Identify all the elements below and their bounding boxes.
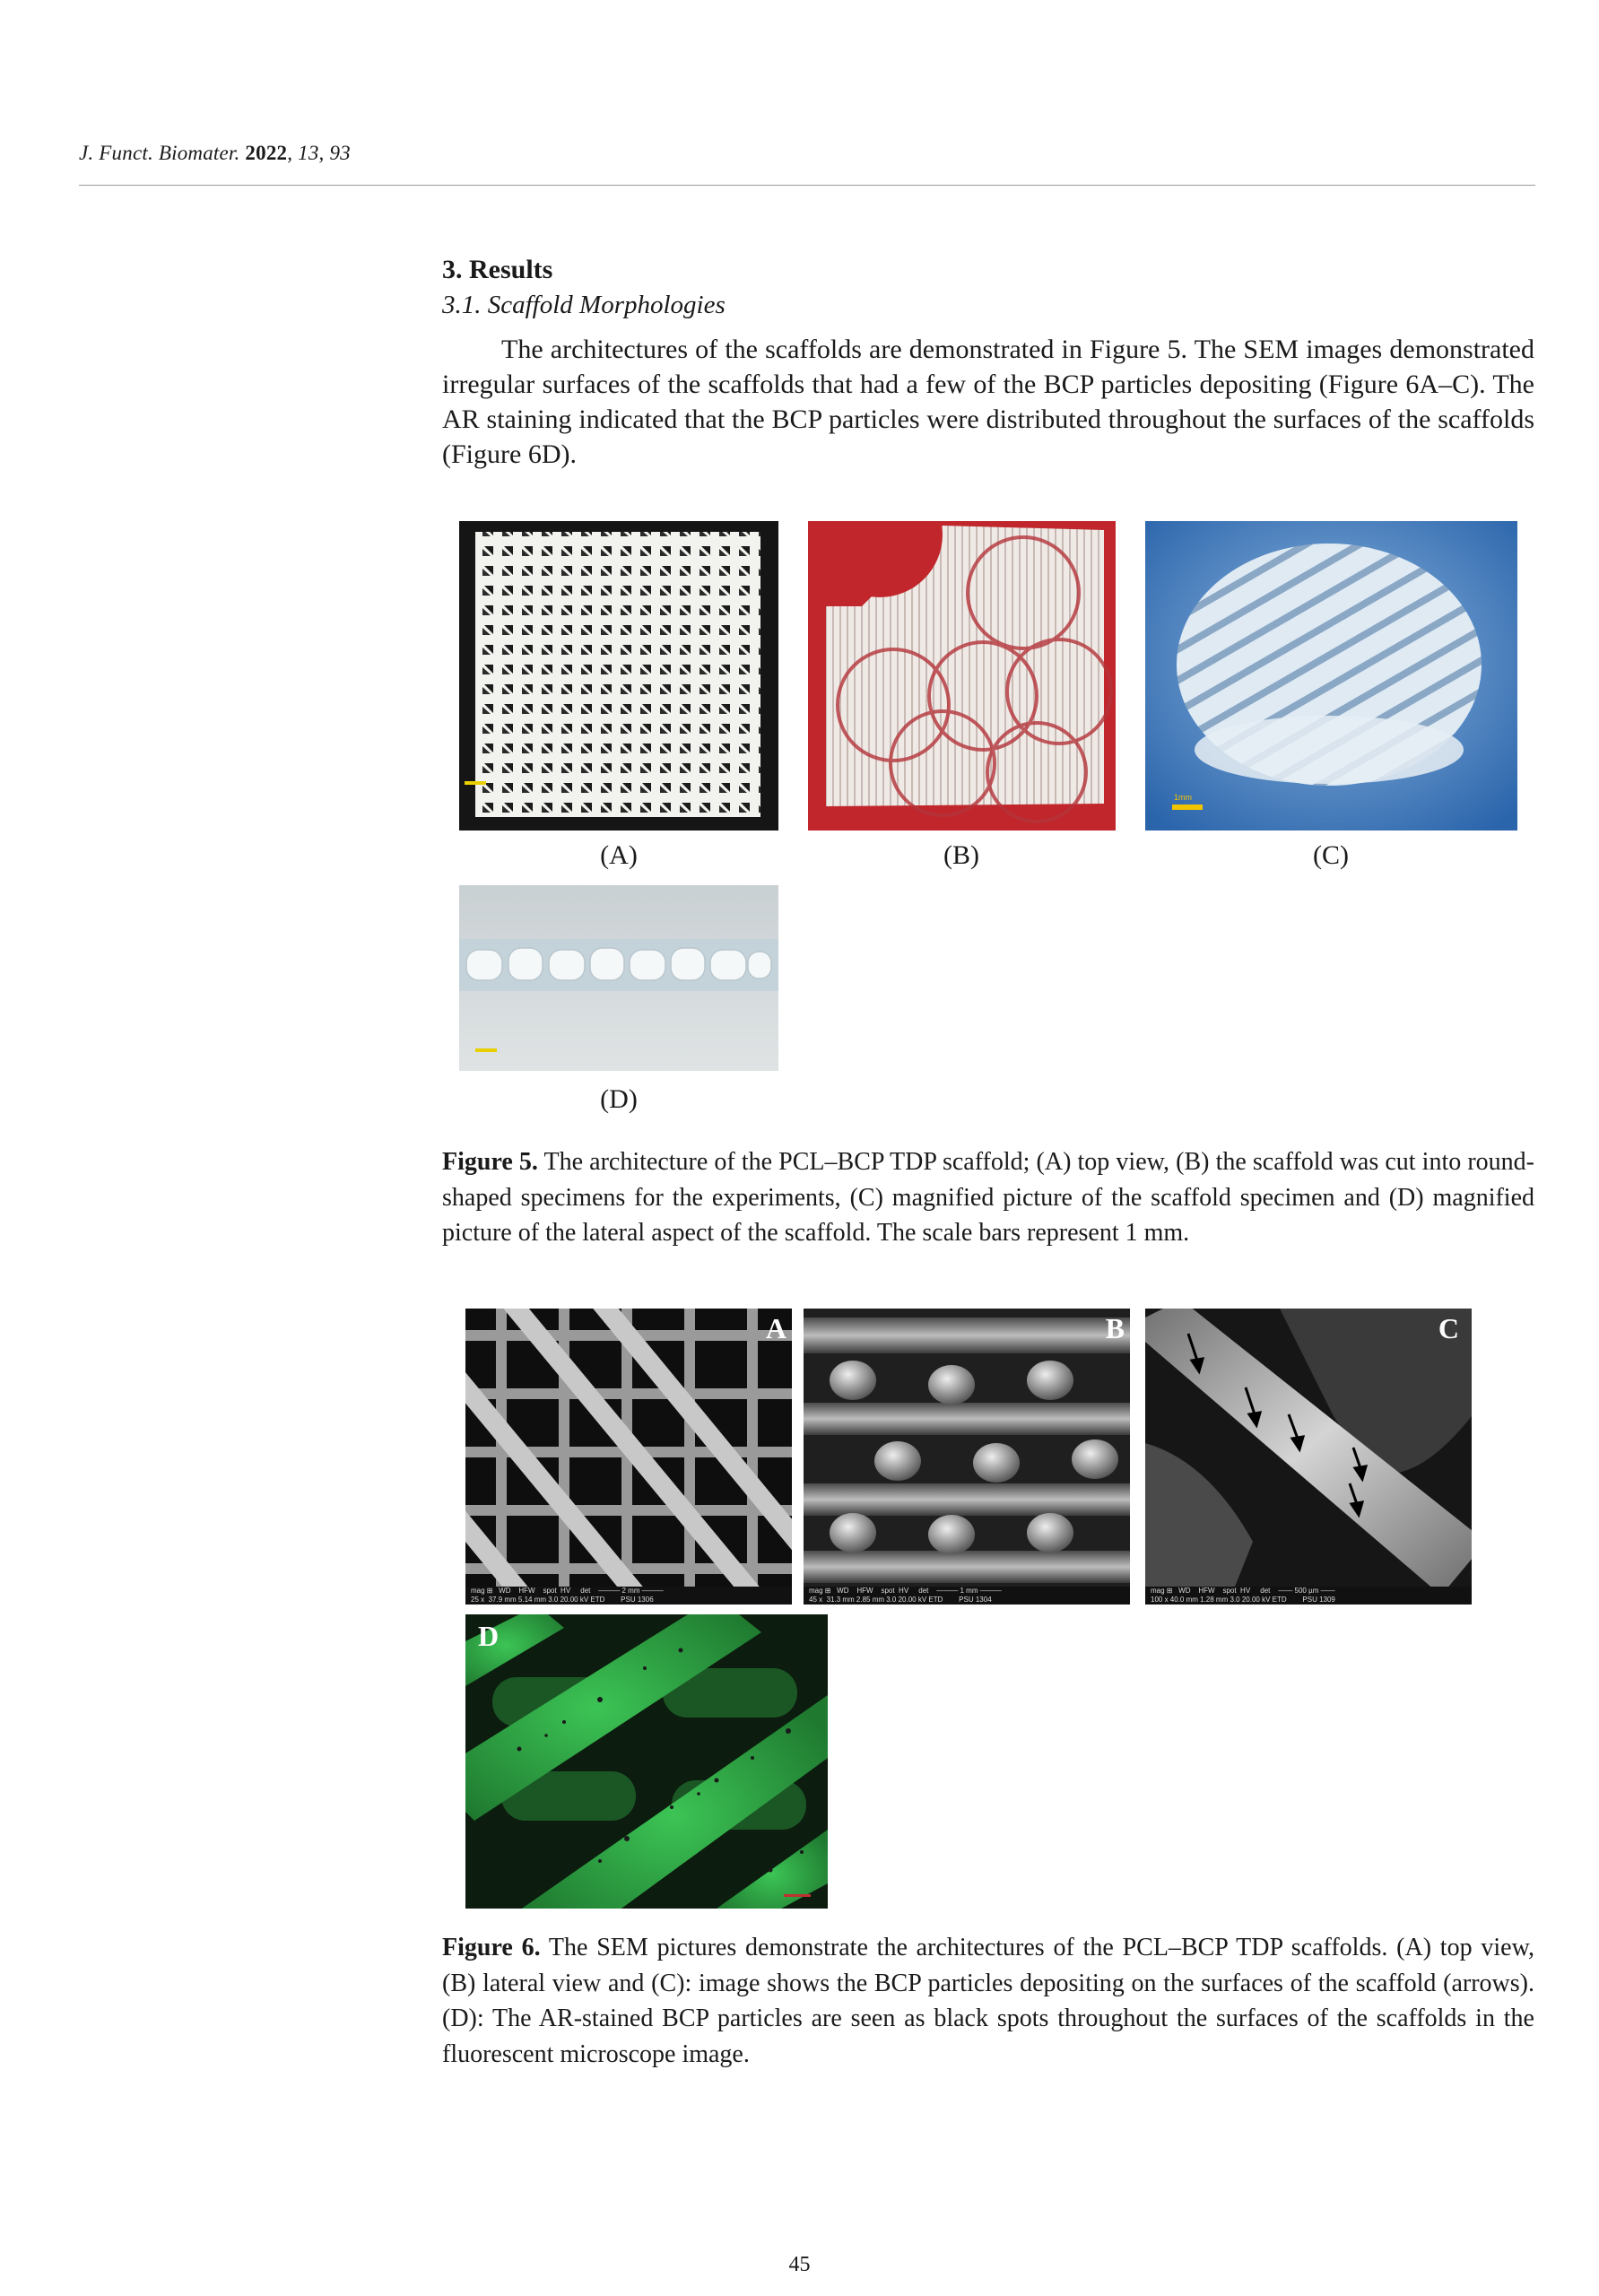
fig5-label-d: (D) [600, 1084, 638, 1114]
fig5-label-c: (C) [1313, 840, 1349, 870]
section-heading: 3. Results [442, 255, 553, 284]
fig5-panel-c-image [1145, 521, 1517, 831]
header-rule [79, 185, 1535, 186]
figure6-caption-label: Figure 6. [442, 1934, 541, 1961]
fig6-panel-c-graphic [1145, 1309, 1472, 1587]
page-number: 45 [788, 2253, 811, 2276]
figure6-caption [442, 1930, 1534, 2072]
fig5-label-a: (A) [600, 840, 638, 870]
fig6-label-d: D [478, 1620, 500, 1652]
fig5-panel-d-graphic [459, 885, 778, 1071]
fig6-panel-a-image [465, 1309, 792, 1605]
subsection-heading: 3.1. Scaffold Morphologies [442, 291, 726, 319]
fig5-panel-b-image [808, 521, 1116, 831]
fig6-panel-c-databar: mag ⊞ WD HFW spot HV det —— 500 µm —— 100 x 40.0 mm 1.28 mm 3.0 20.00 kV ETD PSU 1309 [1145, 1587, 1472, 1605]
journal-volume: 13 [298, 142, 319, 164]
running-header: J. Funct. Biomater. 2022, 13, 93 [79, 142, 351, 164]
fig5-panel-b-graphic [808, 521, 1116, 831]
article-number: 93 [329, 142, 351, 164]
fig6-label-a: A [765, 1312, 786, 1344]
fig6-panel-d-graphic [465, 1614, 828, 1909]
fig5-panel-d-image [459, 885, 778, 1071]
figure5-caption-text: The architecture of the PCL–BCP TDP scaffold; (A) top view, (B) the scaffold was cut into round-shaped specimens for the experiments, (C) magnified picture of the scaffold specimen and (D) magnified picture of the lateral aspect of the scaffold. The scale bars represent 1 mm. [442, 1148, 1534, 1247]
fig6-panel-d-image [465, 1614, 828, 1909]
fig6-label-b: B [1105, 1312, 1125, 1344]
fig6-panel-a-databar: mag ⊞ WD HFW spot HV det ——— 2 mm ——— 25 x 37.9 mm 5.14 mm 3.0 20.00 kV ETD PSU 1306 [465, 1587, 792, 1605]
fig5-panel-a-image [459, 521, 778, 831]
results-paragraph [442, 332, 1534, 472]
fig5-panel-c-graphic [1145, 521, 1517, 831]
figure6-caption-text: The SEM pictures demonstrate the architectures of the PCL–BCP TDP scaffolds. (A) top view, (B) lateral view and (C): image shows the BCP particles depositing on the surfaces of the scaffold (arrows). (D): The AR-stained BCP particles are seen as black spots throughout the surfaces of the scaffolds in the fluorescent microscope image. [442, 1934, 1534, 2068]
journal-year: 2022 [245, 142, 288, 164]
fig6-panel-b-image [804, 1309, 1130, 1605]
fig6-label-c: C [1438, 1312, 1459, 1344]
figure5-caption [442, 1144, 1534, 1251]
fig6-panel-c-image [1145, 1309, 1472, 1605]
figure5-caption-label: Figure 5. [442, 1148, 538, 1176]
fig5-panel-c-scale-text: 1mm [1174, 793, 1192, 802]
fig6-panel-b-databar: mag ⊞ WD HFW spot HV det ——— 1 mm ——— 45 x 31.3 mm 2.85 mm 3.0 20.00 kV ETD PSU 1304 [804, 1587, 1130, 1605]
journal-name: J. Funct. Biomater. [79, 142, 240, 164]
fig6-panel-b-graphic [804, 1309, 1130, 1587]
results-paragraph-text: The architectures of the scaffolds are demonstrated in Figure 5. The SEM images demonstrated irregular surfaces of the scaffolds that had a few of the BCP particles depositing (Figure 6A–C). The AR staining indicated that the BCP particles were distributed throughout the surfaces of the scaffolds (Figure 6D). [442, 335, 1534, 469]
fig6-panel-a-graphic [465, 1309, 792, 1587]
fig5-panel-a-graphic [459, 521, 778, 831]
fig5-label-b: (B) [943, 840, 979, 870]
